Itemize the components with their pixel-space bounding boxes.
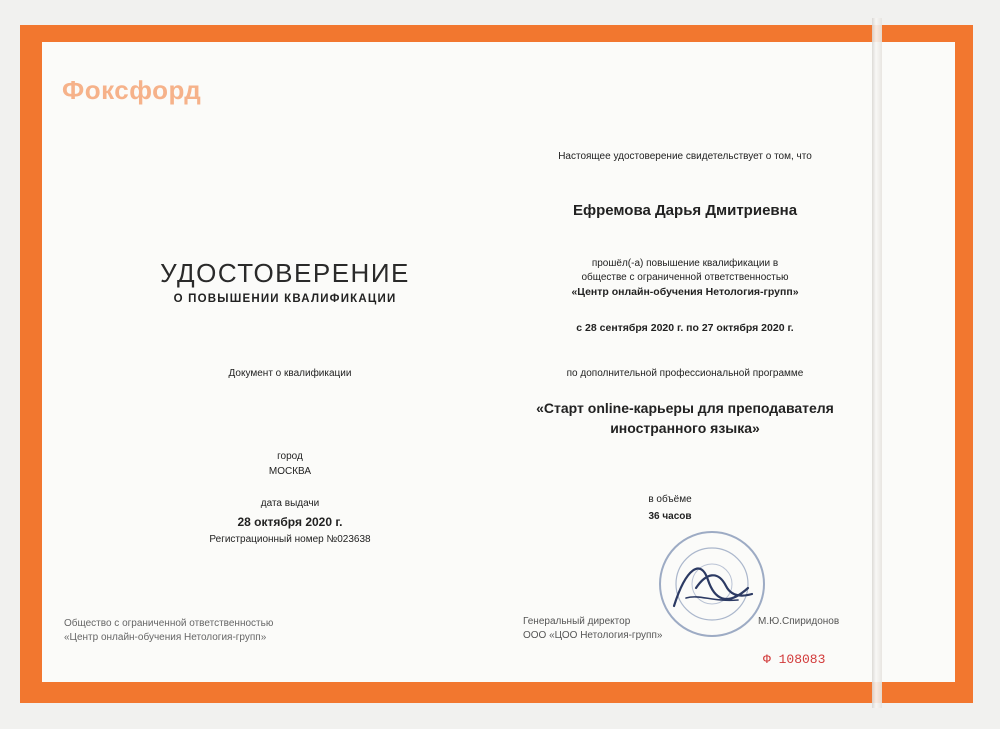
- volume-label: в объёме: [648, 494, 692, 505]
- intro-text: Настоящее удостоверение свидетельствует о том, что: [558, 151, 812, 162]
- certificate-title: УДОСТОВЕРЕНИЕ: [160, 258, 410, 288]
- issue-date-label: дата выдачи: [260, 498, 320, 509]
- city-label: город: [277, 451, 303, 462]
- official-stamp-icon: [656, 528, 768, 640]
- serial-number: Ф 108083: [763, 652, 826, 667]
- certificate-paper: [42, 42, 955, 682]
- organization-line-1: Общество с ограниченной ответственностью: [64, 618, 274, 629]
- volume-value: 36 часов: [648, 511, 692, 522]
- registration-number: Регистрационный номер №023638: [209, 534, 371, 545]
- paper-fold-line: [872, 18, 882, 708]
- director-title: Генеральный директор: [523, 616, 631, 627]
- issue-date-value: 28 октября 2020 г.: [237, 515, 343, 529]
- foxford-logo: Фоксфорд: [62, 75, 202, 105]
- document-type-label: Документ о квалификации: [228, 368, 352, 379]
- program-name-line-1: «Старт online-карьеры для преподавателя: [536, 400, 834, 416]
- city-value: МОСКВА: [268, 466, 312, 477]
- recipient-name: Ефремова Дарья Дмитриевна: [572, 202, 798, 219]
- program-name-line-2: иностранного языка»: [610, 420, 760, 436]
- statement-line-2: обществе с ограниченной ответственностью: [581, 272, 789, 283]
- certificate-subtitle: О ПОВЫШЕНИИ КВАЛИФИКАЦИИ: [173, 293, 397, 305]
- statement-line-3: «Центр онлайн-обучения Нетология-групп»: [571, 286, 799, 298]
- training-period: с 28 сентября 2020 г. по 27 октября 2020 г.: [576, 322, 794, 334]
- director-company: ООО «ЦОО Нетология-групп»: [523, 630, 663, 641]
- program-label: по дополнительной профессиональной программе: [566, 368, 804, 379]
- organization-line-2: «Центр онлайн-обучения Нетология-групп»: [64, 632, 267, 643]
- director-name: М.Ю.Спиридонов: [758, 616, 840, 627]
- statement-line-1: прошёл(-а) повышение квалификации в: [591, 258, 779, 269]
